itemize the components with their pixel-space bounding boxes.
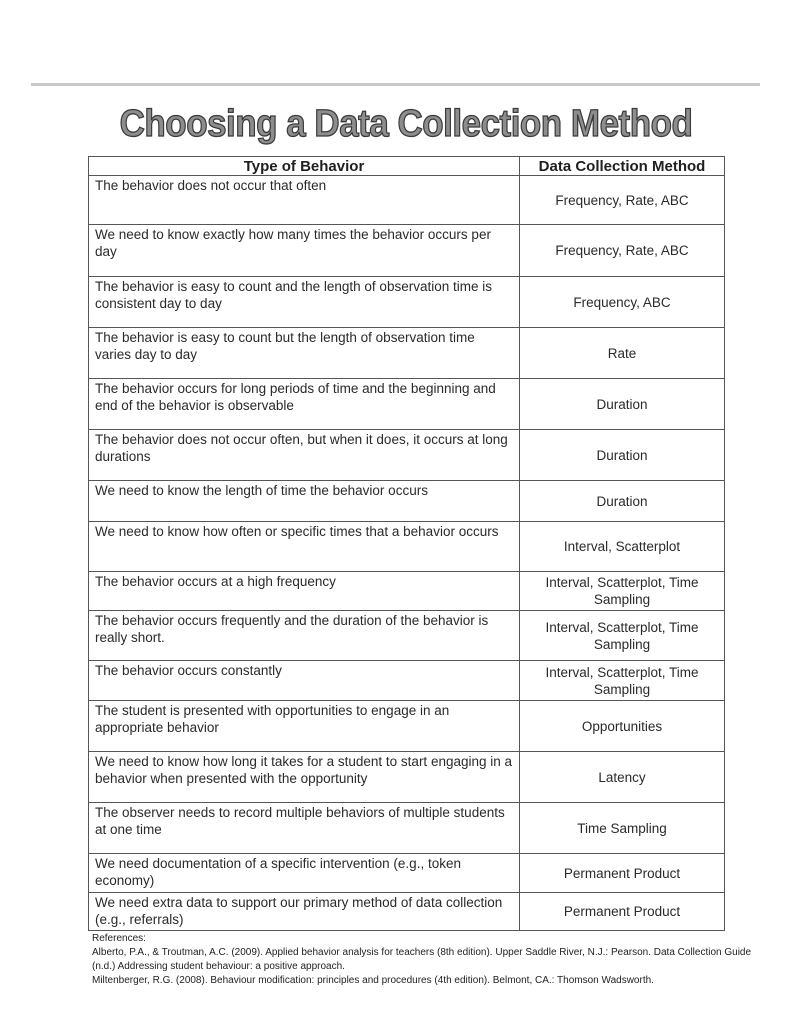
behavior-cell: The behavior does not occur that often	[89, 176, 520, 225]
reference-entry: Miltenberger, R.G. (2008). Behaviour modification: principles and procedures (4th edition). Belmont, CA.: Thomson Wadsworth.	[92, 975, 654, 986]
table-row	[89, 893, 725, 931]
table-row	[89, 176, 725, 225]
behavior-cell: The observer needs to record multiple behaviors of multiple students at one time	[89, 803, 520, 854]
table-row	[89, 522, 725, 572]
table-row	[89, 328, 725, 379]
table-row	[89, 277, 725, 328]
table-row	[89, 803, 725, 854]
table-row	[89, 481, 725, 522]
behavior-cell: We need to know exactly how many times the behavior occurs per day	[89, 225, 520, 277]
table-row	[89, 379, 725, 430]
method-cell: Duration	[520, 379, 725, 430]
behavior-cell: The behavior does not occur often, but when it does, it occurs at long durations	[89, 430, 520, 481]
method-cell: Frequency, ABC	[520, 277, 725, 328]
method-cell: Latency	[520, 752, 725, 803]
behavior-cell: We need to know the length of time the behavior occurs	[89, 481, 520, 522]
references-heading: References:	[92, 933, 146, 944]
method-cell: Time Sampling	[520, 803, 725, 854]
method-cell: Rate	[520, 328, 725, 379]
method-cell: Interval, Scatterplot, Time Sampling	[520, 661, 725, 701]
behavior-cell: The behavior occurs constantly	[89, 661, 520, 701]
behavior-cell: We need to know how long it takes for a student to start engaging in a behavior when presented with the opportunity	[89, 752, 520, 803]
behavior-cell: The behavior occurs at a high frequency	[89, 572, 520, 611]
method-cell: Interval, Scatterplot, Time Sampling	[520, 611, 725, 661]
table-header-row	[89, 157, 725, 176]
method-cell: Opportunities	[520, 701, 725, 752]
page-title: Choosing a Data Collection Method	[119, 102, 693, 145]
behavior-cell: We need documentation of a specific intervention (e.g., token economy)	[89, 854, 520, 893]
table-row	[89, 752, 725, 803]
column-header-method: Data Collection Method	[520, 157, 725, 176]
table-row	[89, 854, 725, 893]
method-cell: Permanent Product	[520, 854, 725, 893]
top-divider	[31, 83, 760, 86]
column-header-behavior: Type of Behavior	[89, 157, 520, 176]
method-cell: Frequency, Rate, ABC	[520, 225, 725, 277]
table-row	[89, 572, 725, 611]
behavior-cell: The behavior occurs for long periods of time and the beginning and end of the behavior is observable	[89, 379, 520, 430]
behavior-cell: The behavior is easy to count but the length of observation time varies day to day	[89, 328, 520, 379]
table-row	[89, 701, 725, 752]
method-cell: Frequency, Rate, ABC	[520, 176, 725, 225]
behavior-cell: We need to know how often or specific times that a behavior occurs	[89, 522, 520, 572]
behavior-cell: The student is presented with opportunities to engage in an appropriate behavior	[89, 701, 520, 752]
data-collection-table	[88, 156, 725, 931]
method-cell: Interval, Scatterplot	[520, 522, 725, 572]
references-section	[92, 932, 752, 988]
method-cell: Interval, Scatterplot, Time Sampling	[520, 572, 725, 611]
table-row	[89, 661, 725, 701]
table-row	[89, 611, 725, 661]
method-cell: Duration	[520, 430, 725, 481]
behavior-cell: The behavior is easy to count and the length of observation time is consistent day to day	[89, 277, 520, 328]
behavior-cell: The behavior occurs frequently and the duration of the behavior is really short.	[89, 611, 520, 661]
reference-entry: Alberto, P.A., & Troutman, A.C. (2009). Applied behavior analysis for teachers (8th edition). Upper Saddle River, N.J.: Pearson. Data Collection Guide (n.d.) Addressing student behaviour: a positive approach.	[92, 947, 752, 972]
behavior-cell: We need extra data to support our primary method of data collection (e.g., referrals)	[89, 893, 520, 931]
table-row	[89, 225, 725, 277]
method-cell: Permanent Product	[520, 893, 725, 931]
method-cell: Duration	[520, 481, 725, 522]
table-row	[89, 430, 725, 481]
